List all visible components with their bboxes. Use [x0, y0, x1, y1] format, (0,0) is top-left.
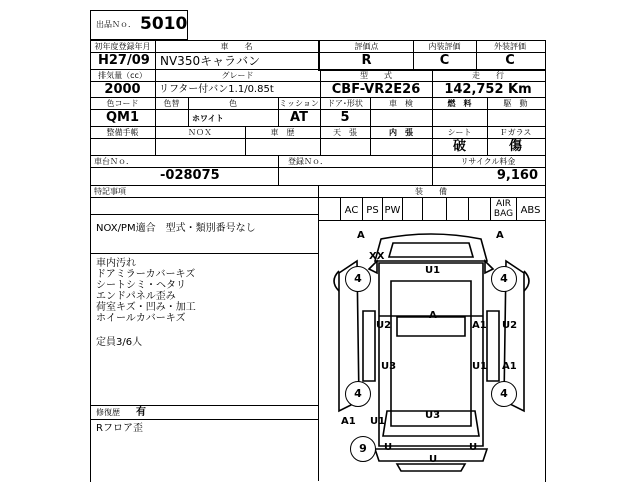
- exhibit-label: 出品Ｎｏ．: [96, 20, 136, 29]
- glass-value: 傷: [508, 139, 522, 154]
- glass-label: Ｆガラス: [499, 128, 532, 137]
- notes-item-5: 荷室キズ・凹み・加工: [96, 302, 196, 313]
- spare-tire: 9: [350, 436, 376, 462]
- notes-item-4: エンドパネル歪み: [96, 291, 176, 302]
- model-label: 型 式: [360, 71, 392, 80]
- notes-item-6: ホイールカバーキズ: [96, 313, 186, 324]
- displacement-label: 排気量（cc）: [98, 71, 147, 80]
- vehicle-value: NV350キャラバン: [160, 54, 261, 68]
- nox-label: ＮＯＸ: [188, 128, 212, 137]
- score-label: 評価点: [354, 42, 379, 51]
- notes-header: 特記事項: [94, 187, 126, 196]
- model-value: CBF-VR2E26: [331, 82, 421, 97]
- notes-item-2: ドアミラーカバーキズ: [96, 269, 196, 280]
- damage-u-rear-right: U: [469, 442, 478, 453]
- color-label: 色: [229, 99, 237, 108]
- damage-roof: A: [429, 310, 437, 321]
- equip-airbag: AIR BAG: [493, 199, 514, 219]
- damage-u1-top: U1: [425, 265, 441, 276]
- seat-label: シート: [447, 128, 472, 137]
- damage-a1-right: A1: [472, 320, 487, 331]
- vehicle-label: 車 名: [220, 42, 253, 51]
- color-no-label: 色替: [163, 99, 180, 108]
- damage-u2-left: U2: [376, 320, 392, 331]
- notes-line1: NOX/PM適合 型式・類別番号なし: [96, 223, 256, 234]
- inspection-label: 車 検: [389, 99, 413, 108]
- damage-front-left: A: [357, 230, 365, 241]
- damage-xx: XX: [369, 251, 385, 262]
- chassis-value: -028075: [160, 168, 220, 183]
- tire-rear-left: 4: [345, 381, 371, 407]
- color-code-value: QM1: [105, 110, 140, 125]
- mileage-label: 走 行: [472, 71, 504, 80]
- fuel-label: 燃 料: [447, 99, 472, 108]
- interior-label: 内装評価: [428, 42, 461, 51]
- equip-ps: PS: [366, 205, 379, 216]
- transmission-value: AT: [290, 110, 308, 125]
- equip-ac: AC: [344, 205, 359, 216]
- damage-u3-left: U3: [381, 361, 397, 372]
- first-reg-value: H27/09: [98, 53, 150, 68]
- tire-front-left: 4: [345, 266, 371, 292]
- damage-u3-rear: U3: [425, 410, 441, 421]
- damage-u-bottom: U: [429, 454, 438, 465]
- damage-a1-right2: A1: [502, 361, 517, 372]
- damage-u-rear-left: U: [384, 442, 393, 453]
- damage-u1-rear: U1: [370, 416, 386, 427]
- notes-capacity: 定員3/6人: [96, 337, 143, 348]
- manual-label: 整備手帳: [106, 128, 139, 137]
- seat-value: 破: [452, 139, 466, 154]
- displacement-value: 2000: [104, 82, 141, 97]
- color-value: ホワイト: [192, 114, 224, 123]
- tire-rear-right: 4: [491, 381, 517, 407]
- grade-label: グレード: [221, 71, 254, 80]
- transmission-label: ミッション: [279, 99, 319, 108]
- exhibit-number: 5010: [140, 14, 188, 34]
- repair-value: 有: [136, 407, 146, 418]
- damage-u1-right: U1: [472, 361, 488, 372]
- drive-label: 駆 動: [503, 99, 528, 108]
- equipment-header: 装 備: [415, 187, 447, 196]
- doors-label: ドア･形状: [327, 99, 363, 108]
- sunroof-label: 天 張: [333, 128, 357, 137]
- doors-value: 5: [340, 110, 350, 125]
- damage-front-right: A: [496, 230, 504, 241]
- exterior-value: C: [505, 53, 515, 68]
- notes-item-1: 車内汚れ: [96, 258, 136, 269]
- first-reg-label: 初年度登録年月: [94, 42, 151, 51]
- mileage-value: 142,752 Km: [444, 82, 532, 97]
- score-value: R: [361, 53, 372, 68]
- interior-value: C: [439, 53, 450, 68]
- history-label: 車 歴: [270, 128, 295, 137]
- repair-note: Rフロア歪: [96, 423, 143, 434]
- damage-a1-rear: A1: [341, 416, 356, 427]
- exterior-label: 外装評価: [494, 42, 526, 51]
- reg-label: 登録Ｎｏ．: [288, 157, 328, 166]
- equip-pw: PW: [384, 205, 401, 216]
- tire-front-right: 4: [491, 266, 517, 292]
- chassis-label: 車台Ｎｏ．: [94, 157, 134, 166]
- grade-value: リフター付バン1.1/0.85t: [159, 84, 274, 95]
- equip-abs: ABS: [520, 205, 541, 216]
- interior-trim-label: 内 張: [389, 128, 413, 137]
- notes-item-3: シートシミ・ヘタリ: [96, 280, 186, 291]
- recycle-value: 9,160: [496, 168, 538, 183]
- recycle-label: リサイクル料金: [460, 157, 516, 166]
- color-code-label: 色コード: [106, 99, 139, 108]
- repair-label: 修復歴: [96, 408, 120, 417]
- damage-u2-right: U2: [502, 320, 518, 331]
